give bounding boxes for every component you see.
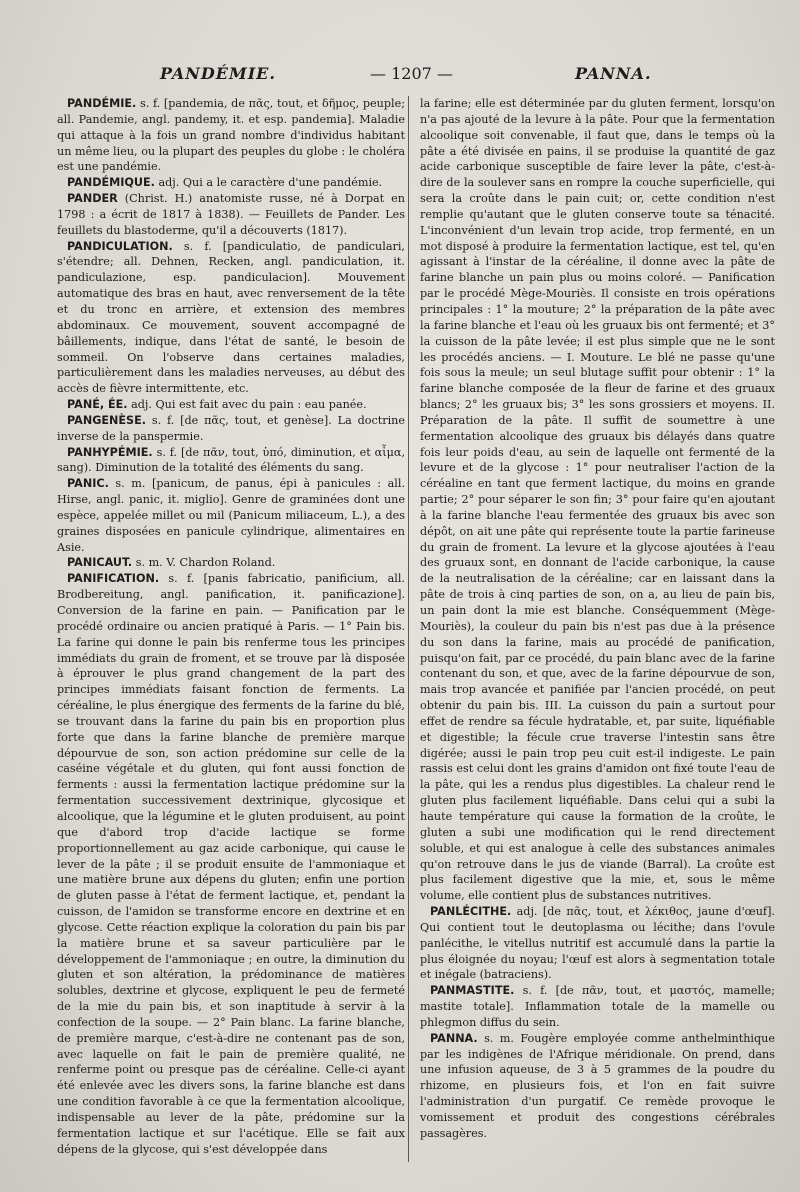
entry-text: s. f. [de πᾶν, tout, ὑπό, diminution, et αἷμα, sang). Diminution de la totalité des éléments du sang. [57,445,405,475]
dictionary-entry [57,96,405,175]
entry-headword: PANIC. [67,477,109,491]
entry-text: s. f. [panis fabricatio, panificium, all. Brodbereitung, angl. panification, it. panificazione]. Conversion de la farine en pain. — Panification par le procédé ordinaire ou ancien pratiqué à Paris. — 1° Pain bis. La farine qui donne le pain bis renferme tous les principes immédiats du grain de froment, et se trouve par là disposée à éprouver le plus grand changement de la part des principes immédiats faisant fonction de ferments. La céréaline, le plus énergique des ferments de la farine du blé, se trouvant dans la farine du pain bis en proportion plus forte que dans la farine blanche de première marque dépourvue de son, son action prédomine sur celle de la caséine végétale et du gluten, qui font aussi fonction de ferments : aussi la fermentation lactique prédomine sur la fermentation successivement dextrinique, glycosique et alcoolique, que la légumine et le gluten produisent, au point que d'abord trop d'acide lactique se forme proportionnellement au gaz acide carbonique, qui cause le lever de la pâte ; il se produit ensuite de l'ammoniaque et une matière brune aux dépens du gluten; enfin une portion de gluten passe à l'état de ferment lactique, et, pendant la cuisson, de l'amidon se transforme encore en dextrine et en glycose. Cette réaction explique la coloration du pain bis par la matière brune et sa saveur particulière par le développement de l'ammoniaque ; en outre, la diminution du gluten et son altération, la prédominance de matières solubles, dextrine et glycose, expliquent le peu de fermeté de la mie du pain bis, et son inaptitude à servir à la confection de la soupe. — 2° Pain blanc. La farine blanche, de première marque, c'est-à-dire ne contenant pas de son, avec laquelle on fait le pain de première qualité, ne renferme point ou presque pas de céréaline. Celle-ci ayant été enlevée avec les divers sons, la farine blanche est dans une condition favorable à ce que la fermentation alcoolique, indispensable au lever de la pâte, prédomine sur la fermentation lactique et sur l'acétique. Elle se fait aux dépens de la glycose, qui s'est développée dans [57,572,405,1156]
entry-text: (Christ. H.) anatomiste russe, né à Dorpat en 1798 : a écrit de 1817 à 1838). — Feuillets de Pander. Les feuillets du blastoderme, qu'il a découverts (1817). [57,192,405,237]
entry-text: s. f. [de πᾶς, tout, et genèse]. La doctrine inverse de la panspermie. [57,413,405,443]
entry-text: la farine; elle est déterminée par du gluten ferment, lorsqu'on n'a pas ajouté de la levure à la pâte. Pour que la fermentation alcoolique soit convenable, il faut que, dans le temps où la pâte a été divisée en pains, il se produise la quantité de gaz acide carbonique susceptible de faire lever la pâte, c'est-à-dire de la soulever sans en rompre la couche superficielle, qui sera la croûte dans le pain cuit; or, cette condition n'est remplie qu'autant que le gluten conserve toute sa ténacité. L'inconvénient d'un levain trop acide, trop fermenté, en un mot disposé à produire la fermentation lactique, est tel, qu'en agissant à l'instar de la céréaline, il donne avec la pâte de farine blanche un pain plus ou moins coloré. — Panification par le procédé Mège-Mouriès. Il consiste en trois opérations principales : 1° la mouture; 2° la préparation de la pâte avec la farine blanche et l'eau où les gruaux bis ont fermenté; et 3° la cuisson de la pâte levée; il est plus simple que ne le sont les procédés anciens. — I. Mouture. Le blé ne passe qu'une fois sous la meule; un seul blutage suffit pour obtenir : 1° la farine blanche composée de la fleur de farine et des gruaux blancs; 2° les gruaux bis; 3° les sons grossiers et moyens. II. Préparation de la pâte. Il suffit de soumettre à une fermentation alcoolique des gruaux bis délayés dans quatre fois leur poids d'eau, au sein de laquelle ont fermenté de la levure et de la glycose : 1° pour neutraliser l'action de la céréaline en tant que ferment lactique, du moins en grande partie; 2° pour séparer le son fin; 3° pour faire qu'en ajoutant à la farine blanche l'eau fermentée des gruaux bis avec son dépôt, on ait une pâte qui représente toute la partie farineuse du grain de froment. La levure et la glycose ajoutées à l'eau des gruaux sont, en donnant de l'acide carbonique, la cause de la neutralisation de la céréaline; car en laissant dans la pâte de trois à cinq parties de son, on a, au lieu de pain bis, un pain dont la mie est blanche. Conséquemment (Mège-Mouriès), la couleur du pain bis n'est pas due à la présence du son dans la farine, mais au procédé de panification, puisqu'on fait, par ce procédé, du pain blanc avec de la farine contenant du son, et que, avec de la farine dépourvue de son, mais trop avancée et panifiée par l'ancien procédé, on peut obtenir du pain bis. III. La cuisson du pain a surtout pour effet de rendre sa fécule hydratable, et, par suite, liquéfiable et digestible; la fécule crue traverse l'intestin sans être digérée; aussi le pain trop peu cuit est-il indigeste. Le pain rassis est celui dont les grains d'amidon ont fixé toute l'eau de la pâte, qui les a rendus plus digestibles. La chaleur rend le gluten plus facilement liquéfiable. Dans celui qui a subi la haute température qui cause la formation de la croûte, le gluten a subi une modification qui le rend directement soluble, et qui est analogue à celle des substances animales qu'on retrouve dans le jus de viande (Barral). La croûte est plus facilement digestive que la mie, et, sous le même volume, elle contient plus de substances nutritives. [420,97,775,903]
dictionary-entry [420,1031,775,1142]
dictionary-entry [420,904,775,983]
dictionary-entry [57,239,405,397]
entry-headword: PANNA. [430,1031,478,1045]
entry-text: s. f. [pandiculatio, de pandiculari, s'étendre; all. Dehnen, Recken, angl. pandiculation, it. pandiculazione, esp. pandiculacion]. Mouvement automatique des bras en haut, avec renversement de la tête et du tronc en arrière, et extension des membres abdominaux. Ce mouvement, souvent accompagné de bâillements, indique, dans l'état de santé, le besoin de sommeil. On l'observe dans certaines maladies, particulièrement dans les maladies nerveuses, au début des accès de fièvre intermittente, etc. [57,239,405,396]
entry-text: s. m. V. Chardon Roland. [132,556,276,570]
dictionary-entry [57,571,405,1157]
entry-headword: PANDÉMIQUE. [67,176,155,190]
left-column [57,96,405,1158]
dictionary-entry [57,445,405,477]
running-header [60,64,760,88]
entry-headword: PANHYPÉMIE. [67,445,153,459]
entry-text: s. f. [pandemia, de πᾶς, tout, et δῆμος, peuple; all. Pandemie, angl. pandemy, it. et esp. pandemia]. Maladie qui attaque à la fois un grand nombre d'individus habitant un même lieu, ou la plupart des peuples du globe : le choléra est une pandémie. [57,97,405,174]
entry-headword: PANIFICATION. [67,572,160,586]
entry-headword: PANMASTITE. [430,984,515,998]
entry-text: adj. [de πᾶς, tout, et λέκιθος, jaune d'œuf]. Qui contient tout le deutoplasma ou lécithe; dans l'ovule panlécithe, le vitellus nutritif est accumulé dans la partie la plus éloignée du noyau; l'œuf est alors à segmentation totale et inégale (batraciens). [420,905,775,982]
right-column [420,96,775,1142]
dictionary-entry [57,413,405,445]
entry-headword: PANDÉMIE. [67,97,137,110]
entry-headword: PANGENÈSE. [67,413,146,427]
entry-headword: PANLÉCITHE. [430,905,512,919]
column-divider [408,96,409,1162]
entry-text: s. m. Fougère employée comme anthelminthique par les indigènes de l'Afrique méridionale. On prend, dans une infusion aqueuse, de 3 à 5 grammes de la poudre du rhizome, en plusieurs fois, et l'on en fait suivre l'administration d'un purgatif. Ce remède provoque le vomissement et produit des congestions cérébrales passagères. [420,1031,775,1140]
entry-headword: PANÉ, ÉE. [67,398,128,412]
dictionary-entry [57,175,405,191]
entry-text: s. f. [de πᾶν, tout, et μαστός, mamelle; mastite totale]. Inflammation totale de la mamelle ou phlegmon diffus du sein. [420,984,775,1029]
dictionary-entry [57,555,405,571]
page-number: — 1207 — [370,64,453,83]
entry-text: adj. Qui a le caractère d'une pandémie. [154,176,383,190]
dictionary-entry [57,191,405,239]
entry-text: s. m. [panicum, de panus, épi à panicules : all. Hirse, angl. panic, it. miglio]. Genre de graminées dont une espèce, appelée millet ou mil (Panicum miliaceum, L.), a des graines disposées en panicule cylindrique, alimentaires en Asie. [57,477,405,554]
dictionary-entry [57,476,405,555]
header-right-word: PANNA. [575,64,652,83]
header-left-word: PANDÉMIE. [160,64,276,83]
entry-headword: PANICAUT. [67,556,133,570]
entry-headword: PANDER [67,192,118,206]
dictionary-entry [420,96,775,904]
entry-text: adj. Qui est fait avec du pain : eau panée. [127,398,367,412]
entry-headword: PANDICULATION. [67,239,173,253]
dictionary-entry [57,397,405,413]
dictionary-entry [420,983,775,1031]
